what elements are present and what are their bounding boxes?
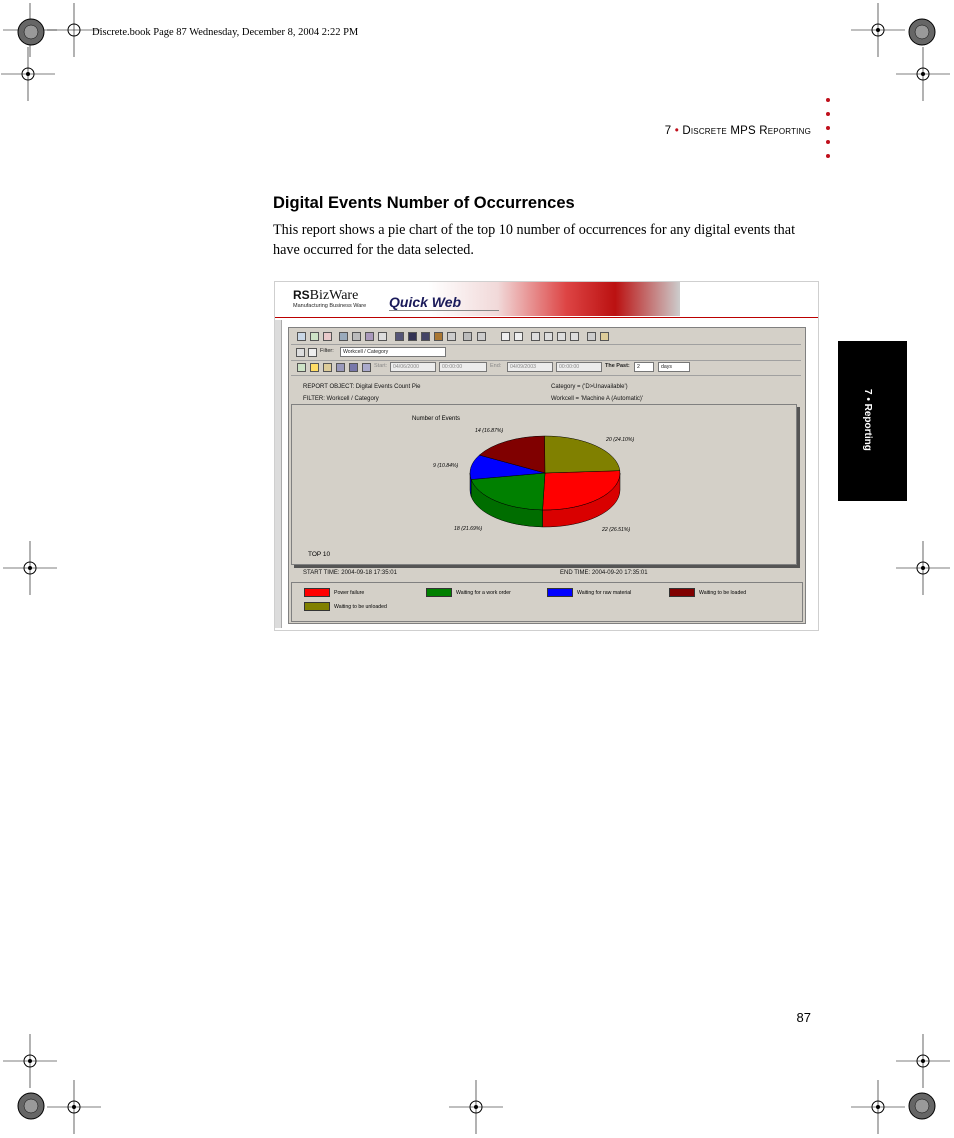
month-icon[interactable] xyxy=(362,363,371,372)
crop-mark-bottom-center xyxy=(449,1080,503,1134)
report-workcell: Workcell = 'Machine A (Automatic)' xyxy=(551,396,644,402)
save-icon[interactable] xyxy=(477,332,486,341)
start-date-field[interactable]: 04/06/2000 xyxy=(390,362,436,372)
print-icon[interactable] xyxy=(339,332,348,341)
print-slug: Discrete.book Page 87 Wednesday, December 8, 2004 2:22 PM xyxy=(92,27,359,38)
shift-icon[interactable] xyxy=(336,363,345,372)
legend-item: Waiting to be loaded xyxy=(669,588,746,597)
legend-item: Waiting for raw material xyxy=(547,588,631,597)
running-head xyxy=(665,125,811,137)
report-object: REPORT OBJECT: Digital Events Count Pie xyxy=(303,384,421,390)
pie-data-label: 20 (24.10%) xyxy=(606,437,635,443)
crop-mark-bottom-left xyxy=(47,1080,101,1134)
app-banner xyxy=(275,282,680,316)
registration-rosette-bottom-left xyxy=(17,1092,45,1120)
area-chart-icon[interactable] xyxy=(434,332,443,341)
filter-icon[interactable] xyxy=(296,348,305,357)
the-past-label: The Past: xyxy=(605,363,630,369)
table-view-icon[interactable] xyxy=(395,332,404,341)
rsbizware-logo: RSBizWare xyxy=(293,288,359,303)
registration-rosette-top-left xyxy=(17,18,45,46)
legend-item: Power failure xyxy=(304,588,364,597)
chart-title: Number of Events xyxy=(412,416,461,422)
pie-data-label: 18 (21.69%) xyxy=(454,526,483,532)
product-name: Quick Web xyxy=(389,294,462,310)
legend-swatch-0 xyxy=(304,588,330,597)
bar-chart-icon[interactable] xyxy=(408,332,417,341)
section-title: Digital Events Number of Occurrences xyxy=(273,194,575,212)
crop-mark-mid-left xyxy=(3,541,57,595)
crop-mark-mid-right xyxy=(896,541,950,595)
past-value-field[interactable]: 2 xyxy=(634,362,654,372)
legend-swatch-4 xyxy=(304,602,330,611)
running-head-title: Discrete MPS Reporting xyxy=(682,125,811,137)
tools-icon[interactable] xyxy=(587,332,596,341)
start-label: Start: xyxy=(374,363,388,369)
end-label: End: xyxy=(490,363,502,369)
report-window xyxy=(288,327,806,624)
last-page-icon[interactable] xyxy=(570,332,579,341)
first-page-icon[interactable] xyxy=(531,332,540,341)
previous-page-icon[interactable] xyxy=(544,332,553,341)
filter-clear-icon[interactable] xyxy=(308,348,317,357)
crop-mark-top-right-2 xyxy=(896,47,950,101)
filter-select[interactable]: Workcell / Category xyxy=(340,347,446,357)
page-icon[interactable] xyxy=(378,332,387,341)
filter-label: Filter: xyxy=(320,348,334,354)
page-number: 87 xyxy=(796,1010,811,1025)
legend-swatch-1 xyxy=(426,588,452,597)
report-end-time: END TIME: 2004-09-20 17:35:01 xyxy=(560,570,648,576)
zoom-in-icon[interactable] xyxy=(501,332,510,341)
pie-data-label: 14 (16.87%) xyxy=(475,428,504,434)
start-time-field[interactable]: 00:00:00 xyxy=(439,362,487,372)
quick-web-screenshot xyxy=(274,281,819,631)
report-filter: FILTER: Workcell / Category xyxy=(303,396,379,402)
clock-icon[interactable] xyxy=(310,363,319,372)
logo-subtitle: Manufacturing Business Ware xyxy=(293,303,367,309)
date-toolbar xyxy=(291,361,801,376)
filter-toolbar xyxy=(291,346,801,361)
next-page-icon[interactable] xyxy=(557,332,566,341)
end-date-field[interactable]: 04/09/2003 xyxy=(507,362,553,372)
column-chart-icon[interactable] xyxy=(421,332,430,341)
chart-legend xyxy=(291,582,803,622)
run-icon[interactable] xyxy=(297,363,306,372)
pie-data-label: 22 (26.51%) xyxy=(602,527,631,533)
help-icon[interactable] xyxy=(600,332,609,341)
legend-item: Waiting to be unloaded xyxy=(304,602,387,611)
print-preview-icon[interactable] xyxy=(352,332,361,341)
layout-icon[interactable] xyxy=(463,332,472,341)
running-head-chapter: 7 xyxy=(664,125,672,137)
export-icon[interactable] xyxy=(310,332,319,341)
calendar-icon[interactable] xyxy=(323,363,332,372)
decorative-dots xyxy=(826,98,832,168)
clipboard-icon[interactable] xyxy=(365,332,374,341)
crop-mark-bottom-right xyxy=(851,1080,905,1134)
legend-swatch-2 xyxy=(547,588,573,597)
past-unit-select[interactable]: days xyxy=(658,362,690,372)
app-frame-left xyxy=(275,320,282,628)
options-icon[interactable] xyxy=(323,332,332,341)
chapter-tab-label: 7 • Reporting xyxy=(862,389,873,451)
legend-item: Waiting for a work order xyxy=(426,588,511,597)
week-icon[interactable] xyxy=(349,363,358,372)
pie-chart xyxy=(292,405,796,564)
running-head-bullet: • xyxy=(674,125,679,137)
report-start-time: START TIME: 2004-09-18 17:35:01 xyxy=(303,570,397,576)
body-paragraph: This report shows a pie chart of the top 10 number of occurrences for any digital events that have occurred for the data selected. xyxy=(273,222,796,258)
font-icon[interactable] xyxy=(447,332,456,341)
chart-footer: TOP 10 xyxy=(308,551,331,558)
registration-rosette-top-right xyxy=(908,18,936,46)
refresh-icon[interactable] xyxy=(297,332,306,341)
legend-swatch-3 xyxy=(669,588,695,597)
pie-data-label: 9 (10.84%) xyxy=(433,463,459,469)
chapter-tab xyxy=(838,341,907,501)
report-category: Category = ('D>Unavailable') xyxy=(551,384,628,390)
zoom-out-icon[interactable] xyxy=(514,332,523,341)
pie-chart-panel xyxy=(291,404,797,565)
registration-rosette-bottom-right xyxy=(908,1092,936,1120)
main-toolbar xyxy=(291,330,801,345)
end-time-field[interactable]: 00:00:00 xyxy=(556,362,602,372)
